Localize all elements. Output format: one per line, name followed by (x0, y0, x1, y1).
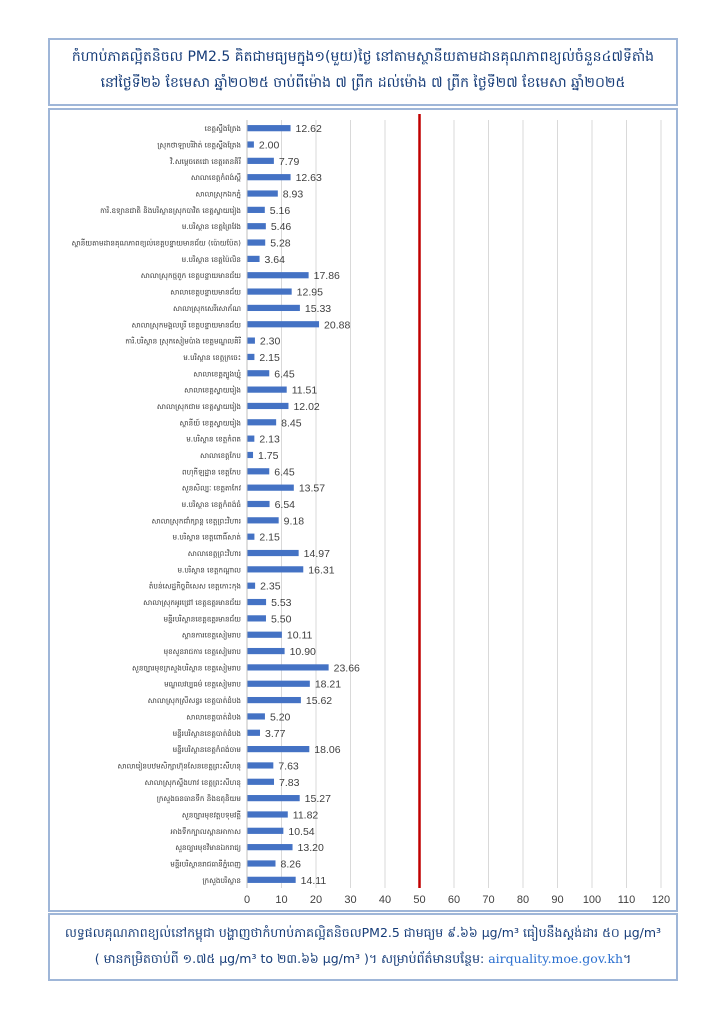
category-label: សាលាស្រុកឯកភ្នំ (195, 189, 241, 199)
data-label: 5.53 (271, 597, 292, 610)
data-label: 8.45 (281, 417, 302, 430)
category-label: ម.បរិស្ថាន ខេត្តព្រៃវែង (181, 222, 241, 232)
data-label: 8.93 (282, 188, 304, 201)
summary-line-1: លទ្ធផលគុណភាពខ្យល់នៅកម្ពុជា បង្ហាញថាកំហាប់ភាគល្អិតនិចលPM2.5 ជាមធ្យម ៩.៦៦ µg/m³ ធៀបនឹងស្តង់ដារ ៥០ µg/m³ (64, 925, 662, 940)
category-label: ការិ.បរិស្ថាន ស្រុកសៀមប៉ាង ខេត្តមណ្ឌលគិរី (125, 336, 241, 346)
category-label: ម.បរិស្ថាន ខេត្តពោធិ៍សាត់ (172, 532, 241, 542)
category-label: សាលាស្រុកសេរីសោភ័ណ (173, 303, 241, 313)
data-label: 6.45 (274, 466, 295, 479)
category-label: មន្ទីរបរិស្ថានខេត្តឧត្តរមានជ័យ (163, 614, 241, 624)
bar (247, 419, 276, 425)
category-label: មន្ទីរបរិស្ថានខេត្តកំពង់ចាម (172, 745, 241, 755)
category-label: ម.បរិស្ថាន ខេត្តប៉ៃលិន (181, 254, 241, 264)
bar (247, 844, 293, 850)
category-label: សាលាខេត្តស្វាយរៀង (184, 385, 241, 395)
category-label: សាលាខេត្តបាត់ដំបង (186, 712, 241, 722)
data-label: 8.26 (280, 858, 301, 871)
category-label: សួនច្បារមុខវត្តបទុមវត្តី (181, 810, 241, 820)
data-label: 2.00 (258, 139, 280, 152)
category-label: ម.បរិស្ថាន ខេត្តក្រចេះ (183, 352, 241, 362)
data-label: 23.66 (333, 662, 360, 675)
chart-area (48, 108, 678, 912)
x-tick-label: 10 (275, 894, 288, 906)
x-tick-label: 70 (482, 894, 495, 906)
bar (247, 125, 291, 131)
data-label: 15.33 (304, 302, 332, 315)
category-label: ស្ថានការខេត្តសៀមរាប (181, 630, 241, 640)
bar (247, 779, 274, 785)
category-label: ស្រុកថាឡាបរិវ៉ាត់ ខេត្តស្ទឹងត្រែង (157, 140, 241, 150)
data-label: 14.11 (300, 874, 327, 887)
bar (247, 305, 300, 311)
category-label: សួនច្បារមុខក្រសួងបរិស្ថាន ខេត្តសៀមរាប (132, 663, 241, 673)
category-label: សាលាខេត្តកែប (199, 450, 241, 460)
data-label: 2.30 (259, 335, 281, 348)
bar (247, 387, 287, 393)
summary-line-2-text: ( មានកម្រិតចាប់ពី ១.៧៥ µg/m³ to ២៣.៦៦ µg/m³ )។ សម្រាប់ព័ត៌មានបន្ថែម: (94, 951, 489, 966)
category-label: ខេត្តស្ទឹងត្រែង (204, 124, 241, 134)
x-tick-label: 60 (447, 894, 461, 906)
category-label: វិ.សម្តេចតេជោ ខេត្តរតនគិរី (170, 156, 241, 166)
data-label: 14.97 (303, 548, 330, 561)
bar (247, 877, 296, 883)
data-label: 11.51 (291, 384, 318, 397)
bar (247, 272, 309, 278)
data-label: 10.11 (286, 629, 313, 642)
data-label: 15.27 (304, 793, 331, 806)
x-tick-label: 20 (309, 894, 323, 906)
category-label: សាលាស្រុកថ្មពួក ខេត្តបន្ទាយមានជ័យ (140, 271, 241, 281)
category-label: ម.បរិស្ថាន ខេត្តកំពង់ធំ (181, 500, 241, 509)
data-label: 6.45 (274, 368, 295, 381)
x-tick-label: 40 (378, 894, 392, 906)
data-label: 18.21 (314, 678, 342, 691)
category-label: សួនច្បារមុខវិមានឯករាជ្យ (175, 843, 241, 853)
data-label: 15.62 (305, 695, 333, 708)
data-label: 9.18 (283, 515, 305, 528)
bar (247, 207, 265, 213)
data-label: 3.64 (264, 253, 285, 266)
data-label: 1.75 (258, 449, 279, 462)
data-label: 13.20 (297, 842, 324, 855)
bar (247, 190, 278, 196)
data-label: 13.57 (298, 482, 326, 495)
x-tick-label: 80 (516, 894, 530, 906)
bar (247, 697, 301, 703)
category-label: សាលាស្រុកស្ទឹងហាវ ខេត្តព្រះសីហនុ (144, 777, 241, 787)
x-tick-label: 90 (551, 894, 564, 906)
bar (247, 403, 288, 409)
category-label: សាលាខេត្តត្បូងឃ្មុំ (193, 369, 241, 379)
x-tick-label: 110 (617, 894, 636, 906)
x-tick-label: 30 (344, 894, 357, 906)
bar (247, 746, 309, 752)
category-label: មុខសួនរាជការ ខេត្តសៀមរាប (163, 647, 241, 657)
data-label: 7.63 (278, 760, 299, 773)
bar (247, 566, 303, 572)
data-label: 5.16 (269, 204, 291, 217)
x-tick-label: 100 (582, 894, 602, 906)
summary-line-2-end: ។ (623, 951, 632, 966)
data-label: 11.82 (292, 809, 319, 822)
bar (247, 141, 254, 147)
category-label: មណ្ឌលវប្បធម៌ ខេត្តសៀមរាប (164, 679, 241, 689)
data-label: 2.35 (260, 580, 281, 593)
category-label: សាលាស្រុកមង្គលបូរី ខេត្តបន្ទាយមានជ័យ (131, 320, 241, 330)
data-label: 2.13 (259, 433, 280, 446)
bar (247, 501, 270, 507)
bar (247, 174, 291, 180)
category-label: តំបន់សេដ្ឋកិច្ចពិសេស ខេត្តកោះកុង (148, 581, 241, 591)
data-label: 16.31 (308, 564, 335, 577)
x-tick-label: 0 (243, 894, 251, 906)
bar (247, 256, 260, 262)
category-label: សាលាខេត្តបន្ទាយមានជ័យ (170, 287, 241, 297)
bar (247, 288, 292, 294)
data-label: 12.95 (296, 286, 323, 299)
category-label: សាលាស្រុកជាម ខេត្តស្វាយរៀង (156, 401, 241, 411)
bar (247, 583, 255, 589)
bar (247, 615, 266, 621)
data-label: 10.90 (289, 646, 316, 659)
category-label: ពហុកីឡដ្ឋាន ខេត្តកែប (182, 467, 241, 477)
data-label: 5.20 (269, 711, 291, 724)
category-label: អាងទឹកក្បាលស្ពានអាកាស (170, 826, 241, 836)
title-box (48, 38, 678, 106)
data-label: 2.15 (259, 351, 280, 364)
category-label: មន្ទីរបរិស្ថានរាជធានីភ្នំពេញ (170, 859, 241, 869)
bar (247, 354, 254, 360)
data-label: 5.28 (270, 237, 291, 250)
category-label: សាលាខេត្តព្រះវិហារ (187, 549, 241, 559)
category-label: ស្ថានីយតាមដានគុណភាពខ្យល់ខេត្តបន្ទាយមានជ័យ (ប៉ោយប៉ែត) (71, 238, 241, 248)
data-label: 12.02 (293, 400, 320, 413)
category-label: សាលាខេត្តកំពង់ស្ពឺ (190, 173, 241, 183)
bar (247, 550, 299, 556)
bar (247, 664, 329, 670)
bar (247, 681, 310, 687)
category-label: ការិ.ឧទ្យានជាតិ និងបរិស្ថានស្រុកបាវិត ខេត្តស្វាយរៀង (100, 205, 241, 215)
data-label: 2.15 (259, 531, 280, 544)
bar (247, 648, 285, 654)
bar (247, 517, 279, 523)
bar (247, 436, 254, 442)
bar (247, 632, 282, 638)
bar (247, 828, 283, 834)
bar (247, 452, 253, 458)
bar (247, 370, 269, 376)
data-label: 10.54 (288, 825, 315, 838)
data-label: 12.62 (295, 123, 322, 136)
x-tick-label: 120 (651, 894, 671, 906)
data-label: 5.46 (270, 221, 292, 234)
category-label: សួនសិល្បៈ ខេត្តតាកែវ (181, 483, 241, 493)
category-label: សាលាស្រុកជាំក្សាន្ត ខេត្តព្រះវិហារ (151, 516, 241, 526)
data-label: 18.06 (314, 744, 341, 757)
data-label: 17.86 (313, 270, 340, 283)
category-label: មន្ទីរបរិស្ថានខេត្តបាត់ដំបង (172, 728, 241, 738)
bar (247, 337, 255, 343)
data-label: 7.83 (279, 776, 300, 789)
bar (247, 730, 260, 736)
bar (247, 223, 266, 229)
bar (247, 468, 269, 474)
chart-title-line-1: កំហាប់ភាគល្អិតនិចល PM2.5 គិតជាមធ្យមក្នុង១(មួយ)ថ្ងៃ នៅតាមស្ថានីយតាមដានគុណភាពខ្យល់ចំនួន៤៧ទីតាំង (71, 49, 655, 65)
bar-chart (50, 110, 676, 910)
summary-box (48, 913, 678, 981)
category-label: ក្រសួងធនធានទឹក និងឧតុនិយម (156, 794, 241, 804)
bar (247, 534, 254, 540)
bar (247, 158, 274, 164)
bar (247, 713, 265, 719)
category-label: សាលារៀនបឋមសិក្សាហ៊ុនសែនខេត្តព្រះសីហនុ (117, 761, 241, 771)
bar (247, 762, 273, 768)
summary-line-2 (50, 950, 676, 968)
category-label: ក្រសួងបរិស្ថាន (202, 875, 241, 885)
bar (247, 485, 294, 491)
category-label: ម.បរិស្ថាន ខេត្តកណ្តាល (177, 565, 241, 575)
bar (247, 599, 266, 605)
data-label: 5.50 (270, 613, 292, 626)
data-label: 3.77 (265, 727, 286, 740)
x-tick-label: 50 (413, 894, 426, 906)
bar (247, 321, 319, 327)
data-label: 12.63 (295, 172, 322, 185)
bar (247, 795, 300, 801)
category-label: ស្ថានីយ៍ ខេត្តស្វាយរៀង (179, 418, 241, 428)
category-label: សាលាស្រុកអូរជ្រៅ ខេត្តឧត្តរមានជ័យ (143, 598, 241, 608)
data-label: 7.79 (278, 155, 300, 168)
bar (247, 811, 288, 817)
category-label: ម.បរិស្ថាន ខេត្តកំពត (186, 434, 241, 444)
bar (247, 239, 265, 245)
data-label: 20.88 (324, 319, 351, 332)
bar (247, 860, 275, 866)
chart-title-line-2: នៅថ្ងៃទី២៦ ខែមេសា ឆ្នាំ២០២៥ ចាប់ពីម៉ោង ៧ ព្រឹក ដល់ម៉ោង ៧ ព្រឹក ថ្ងៃទី២៧ ខែមេសា ឆ្នាំ២០២៥ (100, 75, 626, 91)
category-label: សាលាស្រុកស្រីសន្ធរ ខេត្តបាត់ដំបង (147, 696, 241, 706)
data-label: 6.54 (274, 499, 296, 511)
airquality-link[interactable]: airquality.moe.gov.kh (488, 951, 624, 966)
